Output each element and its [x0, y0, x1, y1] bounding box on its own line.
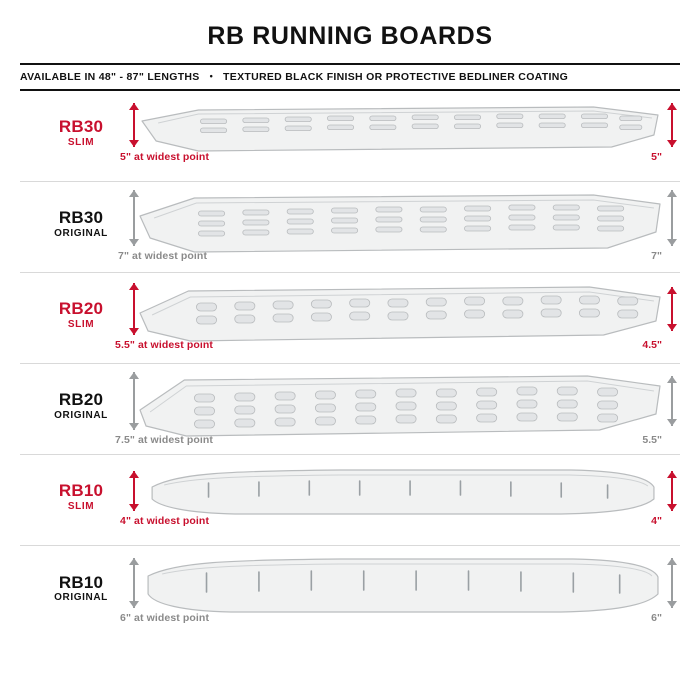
board-illustration-rb10-slim: [138, 465, 662, 535]
model-variant: ORIGINAL: [54, 409, 108, 421]
subtitle-bar: [20, 63, 680, 91]
subtitle-right: TEXTURED BLACK FINISH OR PROTECTIVE BEDLINER COATING: [223, 71, 569, 83]
model-variant: SLIM: [67, 500, 95, 512]
model-name: RB30: [58, 117, 104, 137]
table-row: [20, 546, 680, 637]
subtitle-left: AVAILABLE IN 48" - 87" LENGTHS: [20, 71, 200, 83]
right-height-arrow: [666, 190, 678, 246]
model-name: RB10: [58, 572, 104, 592]
model-variant: ORIGINAL: [54, 592, 108, 604]
board-illustration-rb30-slim: [138, 101, 662, 171]
right-height-arrow: [666, 103, 678, 147]
row-label: [42, 209, 120, 239]
model-name: RB20: [58, 390, 104, 410]
board-illustration-rb20-slim: [138, 283, 662, 353]
board-rows: [0, 91, 700, 637]
bullet-separator-icon: •: [209, 70, 214, 81]
model-name: RB30: [58, 208, 104, 228]
right-dimension-label: 4.5": [642, 339, 662, 351]
left-dimension-label: 6" at widest point: [120, 612, 210, 624]
row-label: [42, 482, 120, 512]
board-illustration-rb30-original: [138, 192, 662, 262]
table-row: [20, 364, 680, 455]
board-illustration-rb20-original: [138, 374, 662, 444]
left-dimension-label: 5" at widest point: [120, 151, 210, 163]
row-label: [42, 391, 120, 421]
right-dimension-label: 4": [651, 515, 662, 527]
model-variant: SLIM: [67, 318, 95, 330]
table-row: [20, 273, 680, 364]
table-row: [20, 182, 680, 273]
table-row: [20, 91, 680, 182]
model-name: RB20: [58, 299, 104, 319]
right-dimension-label: 5.5": [642, 434, 662, 446]
left-dimension-label: 7.5" at widest point: [115, 434, 213, 446]
left-dimension-label: 4" at widest point: [120, 515, 210, 527]
right-height-arrow: [666, 558, 678, 608]
model-name: RB10: [58, 481, 104, 501]
right-height-arrow: [666, 376, 678, 426]
left-dimension-label: 5.5" at widest point: [115, 339, 213, 351]
left-dimension-label: 7" at widest point: [118, 250, 208, 262]
right-dimension-label: 7": [651, 250, 662, 262]
header: [0, 0, 700, 91]
right-dimension-label: 5": [651, 151, 662, 163]
board-illustration-rb10-original: [138, 556, 662, 626]
right-height-arrow: [666, 471, 678, 511]
row-label: [42, 118, 120, 148]
row-label: [42, 574, 120, 604]
right-height-arrow: [666, 287, 678, 331]
table-row: [20, 455, 680, 546]
model-variant: SLIM: [67, 136, 95, 148]
row-label: [42, 300, 120, 330]
right-dimension-label: 6": [651, 612, 662, 624]
model-variant: ORIGINAL: [54, 227, 108, 239]
page-title: RB RUNNING BOARDS: [207, 22, 493, 50]
